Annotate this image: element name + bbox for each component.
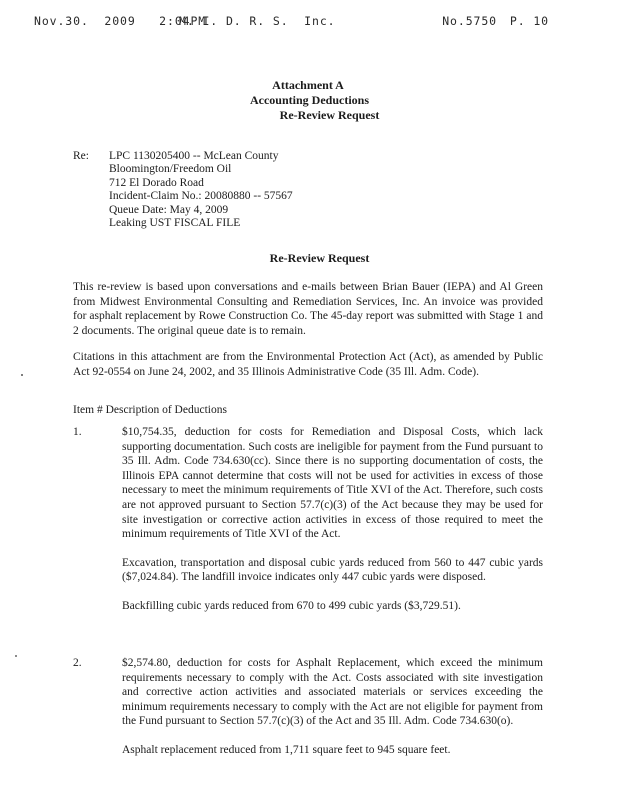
item-number: 2.: [73, 657, 82, 669]
item-number: 1.: [73, 426, 82, 438]
item-paragraph: Asphalt replacement reduced from 1,711 square feet to 945 square feet.: [122, 743, 451, 756]
re-line: Incident-Claim No.: 20080880 -- 57567: [109, 190, 293, 203]
item-body: [122, 656, 543, 758]
item-body: [122, 425, 543, 614]
title-line-2: Accounting Deductions: [249, 93, 369, 107]
item-heading: Item # Description of Deductions: [73, 404, 227, 416]
fax-number: No.5750: [442, 14, 497, 28]
title-line-1: Attachment A: [272, 78, 344, 92]
deduction-item: [73, 425, 543, 628]
intro-paragraph: This re-review is based upon conversations and e-mails between Brian Bauer (IEPA) and Al Green from Midwest Environmental Consulting and Remediation Services, Inc. An invoice was provided for asphalt replacement by Rowe Construction Co. The 45-day report was submitted with Stage 1 and 2 documents. The original queue date is to remain.: [73, 281, 543, 337]
re-line: LPC 1130205400 -- McLean County: [109, 150, 279, 162]
fax-page-number: P. 10: [509, 14, 549, 28]
title-line-3: Re-Review Request: [279, 108, 380, 122]
re-label: Re:: [73, 150, 89, 162]
fax-date: Nov.30. 2009 2:04PM: [34, 14, 207, 28]
re-line: Bloomington/Freedom Oil: [109, 163, 232, 176]
deduction-item: [73, 656, 543, 772]
fax-sender: M. I. D. R. S. Inc.: [179, 14, 336, 28]
re-lines: [109, 150, 293, 230]
item-paragraph: $10,754.35, deduction for costs for Remediation and Disposal Costs, which lack supporting documentation. Such costs are ineligible for payment from the Fund pursuant to 35 Ill. Adm. Code 734.630(cc). Since there is no supporting documentation of costs, the Illinois EPA cannot determine that costs will not be used for activities in excess of those necessary to meet the minimum requirements of Title XVI of the Act. Therefore, such costs are not approved pursuant to Section 57.7(c)(3) of the Act because they may be used for site investigation or corrective action activities in excess of those required to meet the minimum requirements of Title XVI of the Act.: [122, 426, 543, 541]
re-line: Leaking UST FISCAL FILE: [109, 217, 241, 230]
citations-paragraph: Citations in this attachment are from the Environmental Protection Act (Act), as amended by Public Act 92-0554 on June 24, 2002, and 35 Illinois Administrative Code (35 Ill. Adm. Code).: [73, 351, 543, 378]
fax-header: [34, 14, 549, 28]
re-line: 712 El Dorado Road: [109, 176, 204, 189]
margin-mark: [15, 655, 17, 657]
item-paragraph: $2,574.80, deduction for costs for Asphalt Replacement, which exceed the minimum requirements necessary to comply with the Act. Costs associated with site investigation and corrective action activities and associated materials or services exceeding the minimum requirements necessary to comply with the Act are not eligible for payment from the Fund pursuant to Section 57.7(c)(3) of the Act and 35 Ill. Adm. Code 734.630(o).: [122, 657, 543, 728]
item-paragraph: Backfilling cubic yards reduced from 670 to 499 cubic yards ($3,729.51).: [122, 599, 461, 612]
re-line: Queue Date: May 4, 2009: [109, 203, 229, 216]
section-heading: Re-Review Request: [269, 251, 370, 265]
margin-mark: [21, 374, 23, 376]
document-title: [0, 78, 619, 123]
item-paragraph: Excavation, transportation and disposal cubic yards reduced from 560 to 447 cubic yards ($7,024.84). The landfill invoice indicates only 447 cubic yards were disposed.: [122, 556, 543, 584]
